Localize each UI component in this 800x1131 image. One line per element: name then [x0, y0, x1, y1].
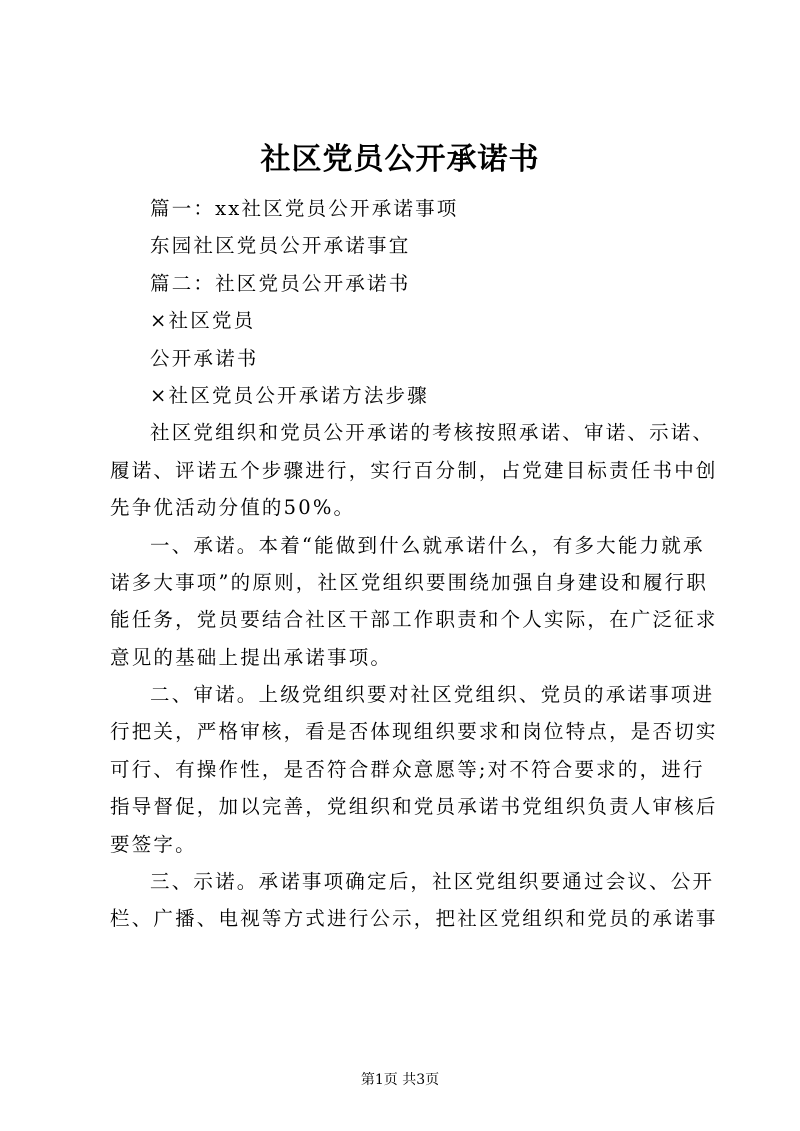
paragraph-line: 行把关，严格审核，看是否体现组织要求和岗位特点，是否切实: [110, 720, 718, 744]
text-line: ×社区党员: [150, 309, 256, 333]
paragraph-line: 社区党组织和党员公开承诺的考核按照承诺、审诺、示诺、: [150, 421, 715, 445]
paragraph-line: 指导督促，加以完善，党组织和党员承诺书党组织负责人审核后: [110, 795, 718, 819]
paragraph-line: 诺多大事项”的原则，社区党组织要围绕加强自身建设和履行职: [110, 570, 709, 594]
text-line: ×社区党员公开承诺方法步骤: [150, 383, 429, 407]
paragraph-line: 一、承诺。本着“能做到什么就承诺什么，有多大能力就承: [150, 533, 705, 557]
paragraph-line: 履诺、评诺五个步骤进行，实行百分制，占党建目标责任书中创: [110, 458, 718, 482]
text-line: 篇二：社区党员公开承诺书: [150, 271, 411, 295]
text-line: 篇一：xx社区党员公开承诺事项: [150, 197, 459, 220]
paragraph-line: 意见的基础上提出承诺事项。: [110, 645, 393, 669]
document-title: 社区党员公开承诺书: [260, 142, 540, 177]
paragraph-line: 能任务，党员要结合社区干部工作职责和个人实际，在广泛征求: [110, 608, 718, 632]
paragraph-line: 可行、有操作性，是否符合群众意愿等;对不符合要求的，进行: [110, 757, 705, 781]
text-line: 公开承诺书: [150, 346, 259, 370]
text-line: 东园社区党员公开承诺事宜: [150, 234, 411, 258]
paragraph-line: 三、示诺。承诺事项确定后，社区党组织要通过会议、公开: [150, 870, 715, 894]
document-body: [110, 190, 718, 938]
paragraph-line: 二、审诺。上级党组织要对社区党组织、党员的承诺事项进: [150, 683, 715, 707]
paragraph-line: 要签字。: [110, 832, 197, 856]
page-footer: 第1页 共3页: [360, 1072, 440, 1088]
paragraph-line: 先争优活动分值的50%。: [110, 496, 356, 520]
paragraph-line: 栏、广播、电视等方式进行公示，把社区党组织和党员的承诺事: [110, 907, 718, 931]
